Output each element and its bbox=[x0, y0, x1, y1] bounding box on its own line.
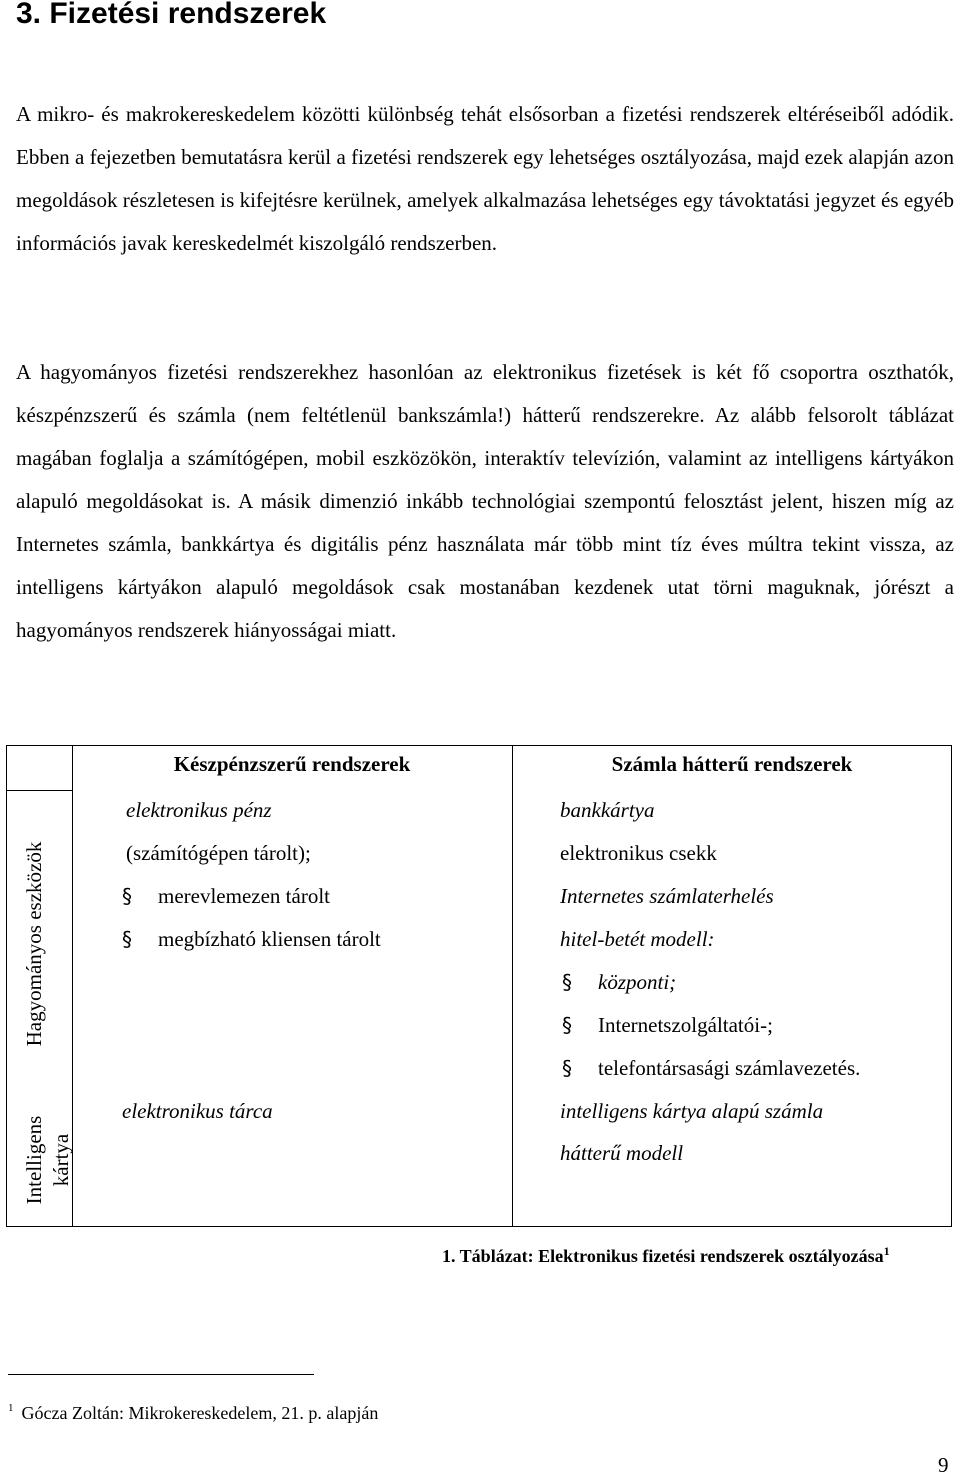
page-number: 9 bbox=[938, 1453, 949, 1477]
cell-trusted-client-stored: megbízható kliensen tárolt bbox=[158, 927, 381, 951]
cell-smart-card-account-2: hátterű modell bbox=[560, 1141, 684, 1165]
caption-footnote-ref: 1 bbox=[883, 1244, 890, 1258]
table-border-right bbox=[951, 745, 952, 1227]
paragraph-intro: A mikro- és makrokereskedelem közötti különbség tehát elsősorban a fizetési rendszerek eltéréseiből adódik. Ebben a fejezetben bemutatásra kerül a fizetési rendszerek egy lehetséges osztályozása, majd ezek alapján azon megoldások részletesen is kifejtésre kerülnek, amelyek alkalmazása lehetséges egy távoktatási jegyzet és egyéb információs javak kereskedelmét kiszolgáló rendszerben. bbox=[16, 102, 954, 255]
caption-text: 1. Táblázat: Elektronikus fizetési rendszerek osztályozása bbox=[442, 1246, 884, 1266]
bullet-icon: § bbox=[122, 884, 132, 908]
row-header-traditional: Hagyományos eszközök bbox=[22, 841, 46, 1047]
cell-electronic-check: elektronikus csekk bbox=[560, 841, 717, 865]
paragraph-classification: A hagyományos fizetési rendszerekhez hasonlóan az elektronikus fizetések is két fő csoportra oszthatók, készpénzszerű és számla (nem feltétlenül bankszámla!) hátterű rendszerekre. Az alább felsorolt táblázat magában foglalja a számítógépen, mobil eszközökön, interaktív televízión, valamint az intelligens kártyákon alapuló megoldásokat is. A másik dimenzió inkább technológiai szempontú felosztást jelent, hiszen míg az Internetes számla, bankkártya és digitális pénz használata már több mint tíz éves múltra tekint vissza, az intelligens kártyákon alapuló megoldások csak mostanában kezdenek utat törni maguknak, jórészt a hagyományos rendszerek hiányosságai miatt. bbox=[16, 360, 954, 642]
bullet-icon: § bbox=[562, 1056, 572, 1080]
cell-electronic-wallet: elektronikus tárca bbox=[122, 1099, 273, 1123]
cell-bank-card: bankkártya bbox=[560, 798, 655, 822]
row-header-smart-line2: kártya bbox=[49, 1133, 73, 1187]
cell-telco-account: telefontársasági számlavezetés. bbox=[598, 1056, 861, 1080]
col-header-cash: Készpénzszerű rendszerek bbox=[173, 752, 411, 776]
footnote-text: Gócza Zoltán: Mikrokereskedelem, 21. p. alapján bbox=[21, 1403, 379, 1423]
cell-internet-debit: Internetes számlaterhelés bbox=[560, 884, 774, 908]
cell-hard-disk-stored: merevlemezen tárolt bbox=[158, 884, 330, 908]
footnote-marker: 1 bbox=[8, 1402, 14, 1414]
cell-electronic-money-note: (számítógépen tárolt); bbox=[126, 841, 311, 865]
bullet-icon: § bbox=[562, 970, 572, 994]
bullet-icon: § bbox=[122, 927, 132, 951]
cell-isp: Internetszolgáltatói-; bbox=[598, 1013, 773, 1037]
footnote bbox=[8, 1396, 378, 1425]
bullet-icon: § bbox=[562, 1013, 572, 1037]
footnote-separator bbox=[8, 1374, 314, 1375]
cell-electronic-money: elektronikus pénz bbox=[126, 798, 272, 822]
col-header-account: Számla hátterű rendszerek bbox=[611, 752, 853, 776]
cell-smart-card-account-1: intelligens kártya alapú számla bbox=[560, 1099, 824, 1123]
table-row-divider bbox=[6, 790, 72, 791]
table-col-divider-2 bbox=[512, 745, 513, 1227]
cell-central: központi; bbox=[598, 970, 677, 994]
cell-credit-deposit-model: hitel-betét modell: bbox=[560, 927, 715, 951]
table-border-top bbox=[6, 745, 952, 746]
table-caption bbox=[442, 1238, 890, 1269]
section-heading: 3. Fizetési rendszerek bbox=[16, 0, 327, 30]
row-header-smart-line1: Intelligens bbox=[22, 1115, 46, 1205]
table-border-left bbox=[6, 745, 7, 1227]
table-border-bottom bbox=[6, 1226, 952, 1227]
